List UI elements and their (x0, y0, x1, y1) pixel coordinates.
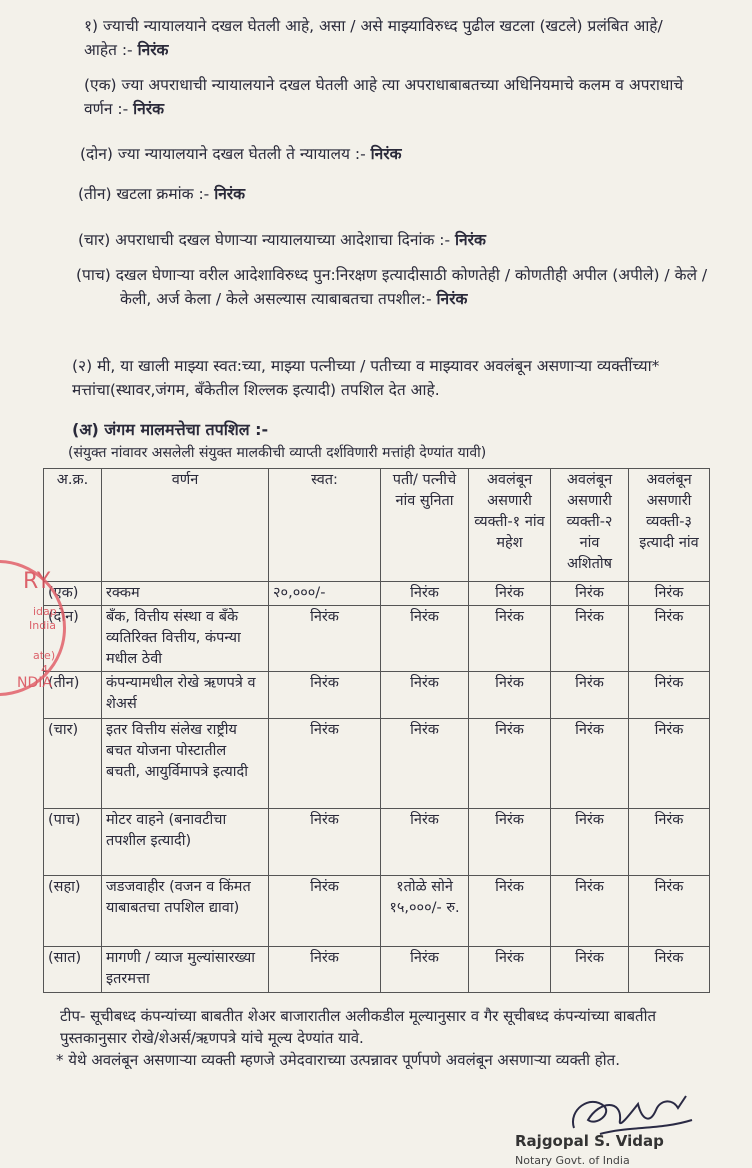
cell-dependent-3: निरंक (629, 947, 710, 993)
item-2-text: ज्या न्यायालयाने दखल घेतली ते न्यायालय :- (117, 145, 371, 163)
row-description: मागणी / व्याज मुल्यांसारख्या इतरमत्ता (102, 947, 269, 993)
item-5-value: निरंक (436, 290, 468, 308)
cell-dependent-1: निरंक (469, 672, 551, 719)
cell-self: निरंक (269, 947, 381, 993)
pending-cases-paragraph (84, 14, 688, 62)
cell-self: निरंक (269, 606, 381, 672)
row-number: (तीन) (44, 672, 102, 719)
item-4-value: निरंक (455, 231, 486, 249)
table-row (44, 809, 710, 876)
item-5-text: दखल घेणाऱ्या वरील आदेशाविरुध्द पुन:निरक्षण इत्यादीसाठी कोणतेही / कोणतीही अपील (अपीले) / केले / केली, अर्ज केला / केले असल्यास त्याबाबतचा तपशील:- (115, 266, 708, 308)
table-row (44, 582, 710, 606)
movable-assets-heading: (अ) जंगम मालमत्तेचा तपशिल :- (72, 420, 269, 439)
item-1-text: ज्या अपराधाची न्यायालयाने दखल घेतली आहे त्या अपराधाबाबतच्या अधिनियमाचे कलम व अपराधाचे वर्णन :- (84, 76, 684, 118)
cell-spouse: निरंक (381, 947, 469, 993)
table-row (44, 719, 710, 809)
item-4-number: (चार) (78, 231, 111, 249)
pending-cases-text: १) ज्याची न्यायालयाने दखल घेतली आहे, असा / असे माझ्याविरुध्द पुढील खटला (खटले) प्रलंबित आहे/आहेत :- (84, 17, 663, 59)
item-3-value: निरंक (214, 185, 246, 203)
item-2-number: (दोन) (80, 145, 113, 163)
seal-text: 4 (41, 663, 48, 676)
cell-dependent-1: निरंक (469, 719, 551, 809)
item-3-number: (तीन) (78, 185, 112, 203)
column-header: अवलंबून असणारी व्यक्ती-२ नांव अशितोष (551, 469, 629, 582)
cell-spouse: निरंक (381, 672, 469, 719)
table-row (44, 947, 710, 993)
tip-text: टीप- सूचीबध्द कंपन्यांच्या बाबतीत शेअर बाजारातील अलीकडील मूल्यानुसार व गैर सूचीबध्द कंपन्यांच्या बाबतीत पुस्तकानुसार रोखे/शेअर्स/ऋणपत्रे यांचे मूल्य देण्यांत यावे. (60, 1007, 657, 1047)
pending-cases-value: निरंक (137, 41, 169, 59)
row-description: मोटर वाहने (बनावटीचा तपशील इत्यादी) (102, 809, 269, 876)
cell-self: निरंक (269, 719, 381, 809)
assets-intro-paragraph: (२) मी, या खाली माझ्या स्वत:च्या, माझ्या पत्नीच्या / पतीच्या व माझ्यावर अवलंबून असणाऱ्या व्यक्तींच्या* मत्तांचा(स्थावर,जंगम, बँकेतील शिल्लक इत्यादी) तपशिल देत आहे. (72, 357, 660, 399)
cell-dependent-3: निरंक (629, 876, 710, 947)
item-1-value: निरंक (133, 100, 164, 118)
cell-dependent-3: निरंक (629, 809, 710, 876)
cell-spouse: निरंक (381, 719, 469, 809)
valuation-note (56, 1005, 700, 1071)
cell-dependent-1: निरंक (469, 582, 551, 606)
column-header: अवलंबून असणारी व्यक्ती-१ नांव महेश (469, 469, 551, 582)
cell-self: निरंक (269, 876, 381, 947)
seal-text: NDIA (17, 675, 52, 691)
row-number: (एक) (44, 582, 102, 606)
column-header: अवलंबून असणारी व्यक्ती-३ इत्यादी नांव (629, 469, 710, 582)
cell-dependent-1: निरंक (469, 606, 551, 672)
cell-self: निरंक (269, 672, 381, 719)
cell-dependent-2: निरंक (551, 582, 629, 606)
row-number: (चार) (44, 719, 102, 809)
cell-self: २०,०००/- (269, 582, 381, 606)
item-2-value: निरंक (370, 145, 402, 163)
cell-dependent-1: निरंक (469, 876, 551, 947)
cell-dependent-3: निरंक (629, 606, 710, 672)
cell-dependent-2: निरंक (551, 719, 629, 809)
cell-spouse: निरंक (381, 809, 469, 876)
cell-spouse: निरंक (381, 606, 469, 672)
cell-dependent-3: निरंक (629, 719, 710, 809)
table-header-row (44, 469, 710, 582)
table-row (44, 606, 710, 672)
row-number: (सात) (44, 947, 102, 993)
column-header: वर्णन (102, 469, 269, 582)
cell-dependent-1: निरंक (469, 809, 551, 876)
item-4-text: अपराधाची दखल घेणाऱ्या न्यायालयाच्या आदेशाचा दिनांक :- (115, 231, 456, 249)
dependents-footnote: * येथे अवलंबून असणाऱ्या व्यक्ती म्हणजे उमेदवाराच्या उत्पन्नावर पूर्णपणे अवलंबून असणाऱ्या व्यक्ती होत. (56, 1051, 620, 1069)
table-row (44, 672, 710, 719)
row-number: (पाच) (44, 809, 102, 876)
notary-name: Rajgopal S. Vidap (515, 1132, 664, 1150)
item-5-number: (पाच) (76, 266, 111, 284)
item-1 (84, 73, 688, 121)
seal-text: RY (23, 569, 51, 594)
cell-dependent-2: निरंक (551, 809, 629, 876)
item-4 (78, 228, 698, 252)
column-header: स्वत: (269, 469, 381, 582)
column-header: अ.क्र. (44, 469, 102, 582)
row-description: इतर वित्तीय संलेख राष्ट्रीय बचत योजना पोस्टातील बचती, आयुर्विमापत्रे इत्यादी (102, 719, 269, 809)
item-3 (78, 182, 698, 206)
row-description: रक्कम (102, 582, 269, 606)
joint-ownership-note: (संयुक्त नांवावर असलेली संयुक्त मालकीची व्याप्ती दर्शविणारी मत्तांही देण्यांत यावी) (68, 445, 487, 461)
cell-dependent-1: निरंक (469, 947, 551, 993)
cell-spouse: निरंक (381, 582, 469, 606)
column-header: पती/ पत्नीचे नांव सुनिता (381, 469, 469, 582)
row-number: (सहा) (44, 876, 102, 947)
item-2 (80, 142, 700, 166)
seal-text: ate) (33, 649, 56, 662)
seal-text: idap (33, 605, 57, 618)
cell-dependent-2: निरंक (551, 876, 629, 947)
table-row (44, 876, 710, 947)
item-1-number: (एक) (84, 76, 117, 94)
item-3-text: खटला क्रमांक :- (116, 185, 215, 203)
row-description: जडजवाहीर (वजन व किंमत याबाबतचा तपशिल द्यावा) (102, 876, 269, 947)
row-number: (दोन) (44, 606, 102, 672)
cell-self: निरंक (269, 809, 381, 876)
cell-dependent-3: निरंक (629, 672, 710, 719)
cell-spouse: १तोळे सोने १५,०००/- रु. (381, 876, 469, 947)
cell-dependent-2: निरंक (551, 672, 629, 719)
row-description: बँक, वित्तीय संस्था व बँके व्यतिरिक्त वित्तीय, कंपन्या मधील ठेवी (102, 606, 269, 672)
seal-text: India (29, 619, 56, 632)
cell-dependent-3: निरंक (629, 582, 710, 606)
row-description: कंपन्यामधील रोखे ऋणपत्रे व शेअर्स (102, 672, 269, 719)
movable-assets-table (43, 468, 710, 993)
item-5 (76, 263, 726, 311)
notary-title: Notary Govt. of India (515, 1154, 630, 1167)
cell-dependent-2: निरंक (551, 947, 629, 993)
cell-dependent-2: निरंक (551, 606, 629, 672)
